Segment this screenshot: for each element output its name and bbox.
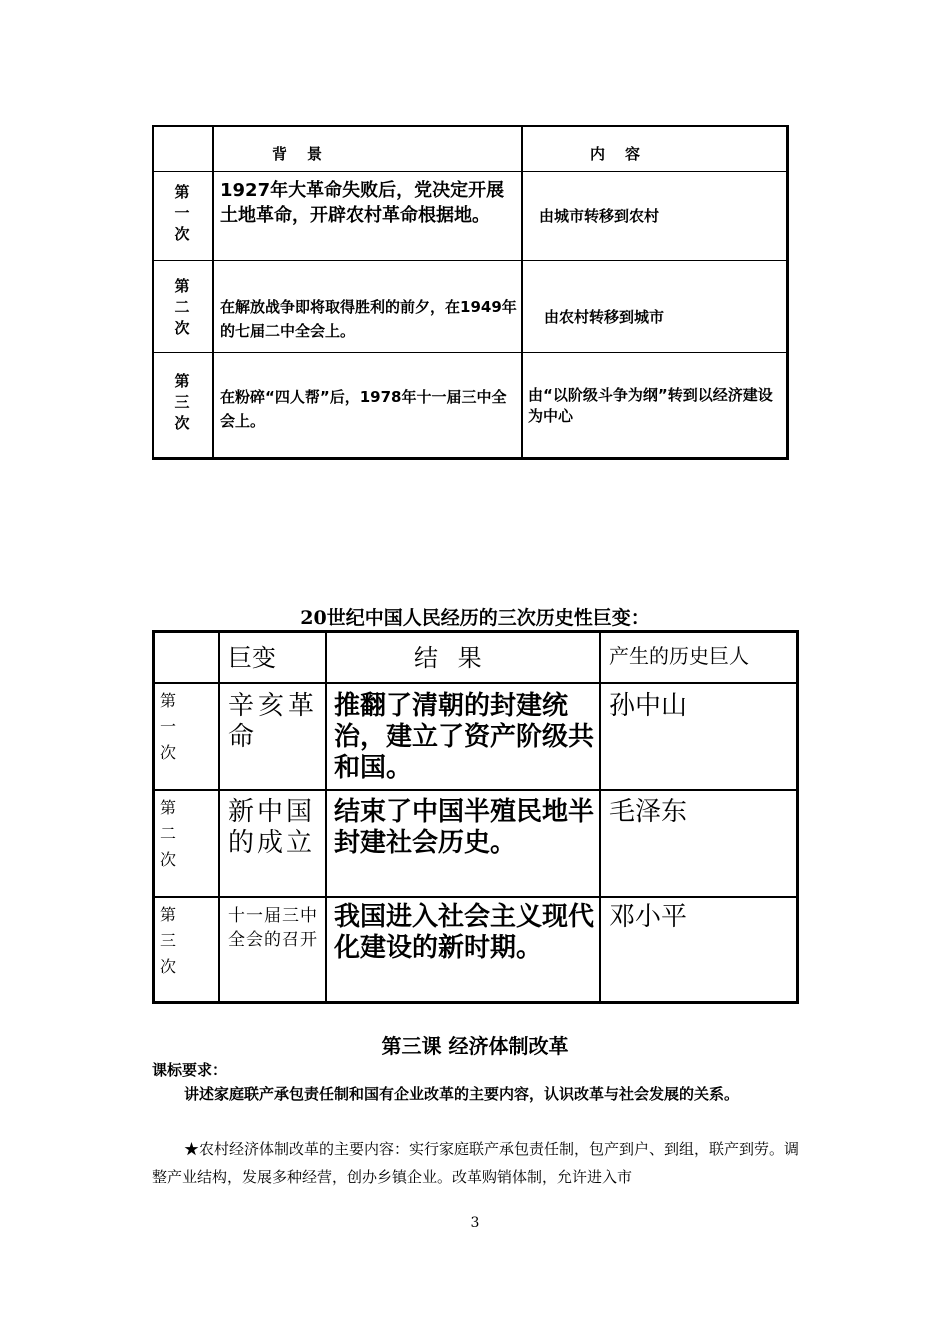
table-divider — [152, 682, 799, 684]
cell-background: 1927年大革命失败后，党决定开展土地革命，开辟农村革命根据地。 — [220, 180, 505, 226]
row-label: 第一次 — [160, 691, 177, 762]
table-divider — [152, 789, 799, 791]
row-label: 第三次 — [160, 905, 177, 976]
cell-figure: 邓小平 — [609, 902, 688, 932]
row-label: 第三次 — [174, 372, 190, 432]
cell-content: 由城市转移到农村 — [539, 207, 660, 225]
header-change: 巨变 — [228, 644, 276, 672]
table-historic-changes — [152, 630, 800, 1005]
table-divider — [599, 630, 601, 1004]
table-divider — [218, 630, 220, 1004]
cell-change: 辛亥革命 — [228, 691, 319, 752]
row-label: 第一次 — [174, 183, 190, 243]
cell-result: 结束了中国半殖民地半封建社会历史。 — [334, 797, 595, 858]
table-major-shifts — [152, 125, 790, 460]
cell-background: 在解放战争即将取得胜利的前夕，在1949年的七届二中全会上。 — [220, 298, 517, 340]
cell-result: 我国进入社会主义现代化建设的新时期。 — [334, 902, 595, 963]
table-divider — [152, 352, 786, 353]
cell-change: 新中国的成立 — [228, 797, 316, 858]
table-divider — [152, 896, 799, 898]
row-label: 第二次 — [174, 277, 190, 337]
header-content: 内容 — [590, 145, 661, 163]
requirement-label: 课标要求： — [152, 1061, 228, 1079]
lesson-title: 第三课 经济体制改革 — [381, 1034, 569, 1058]
cell-figure: 毛泽东 — [609, 797, 688, 827]
table-divider — [325, 630, 327, 1004]
table-divider — [152, 260, 786, 261]
table-divider — [521, 125, 523, 460]
cell-content: 由农村转移到城市 — [544, 308, 665, 326]
cell-background: 在粉碎“四人帮”后，1978年十一届三中全会上。 — [220, 388, 507, 430]
cell-change: 十一届三中全会的召开 — [228, 906, 318, 950]
table-title: 20世纪中国人民经历的三次历史性巨变： — [300, 607, 650, 629]
cell-result: 推翻了清朝的封建统治，建立了资产阶级共和国。 — [334, 691, 595, 783]
header-result: 结 果 — [414, 644, 488, 672]
point-text: ★农村经济体制改革的主要内容：实行家庭联产承包责任制，包产到户、到组，联产到劳。调整产业结构，发展多种经营，创办乡镇企业。改革购销体制，允许进入市 — [152, 1140, 800, 1186]
table-divider — [152, 171, 786, 172]
header-background: 背景 — [272, 145, 343, 163]
page-number: 3 — [470, 1215, 480, 1231]
header-figure: 产生的历史巨人 — [609, 644, 749, 668]
cell-content: 由“以阶级斗争为纲”转到以经济建设为中心 — [528, 386, 773, 425]
row-label: 第二次 — [160, 798, 177, 869]
cell-figure: 孙中山 — [609, 691, 688, 721]
requirement-text: 讲述家庭联产承包责任制和国有企业改革的主要内容，认识改革与社会发展的关系。 — [184, 1085, 740, 1103]
table-divider — [212, 125, 214, 460]
